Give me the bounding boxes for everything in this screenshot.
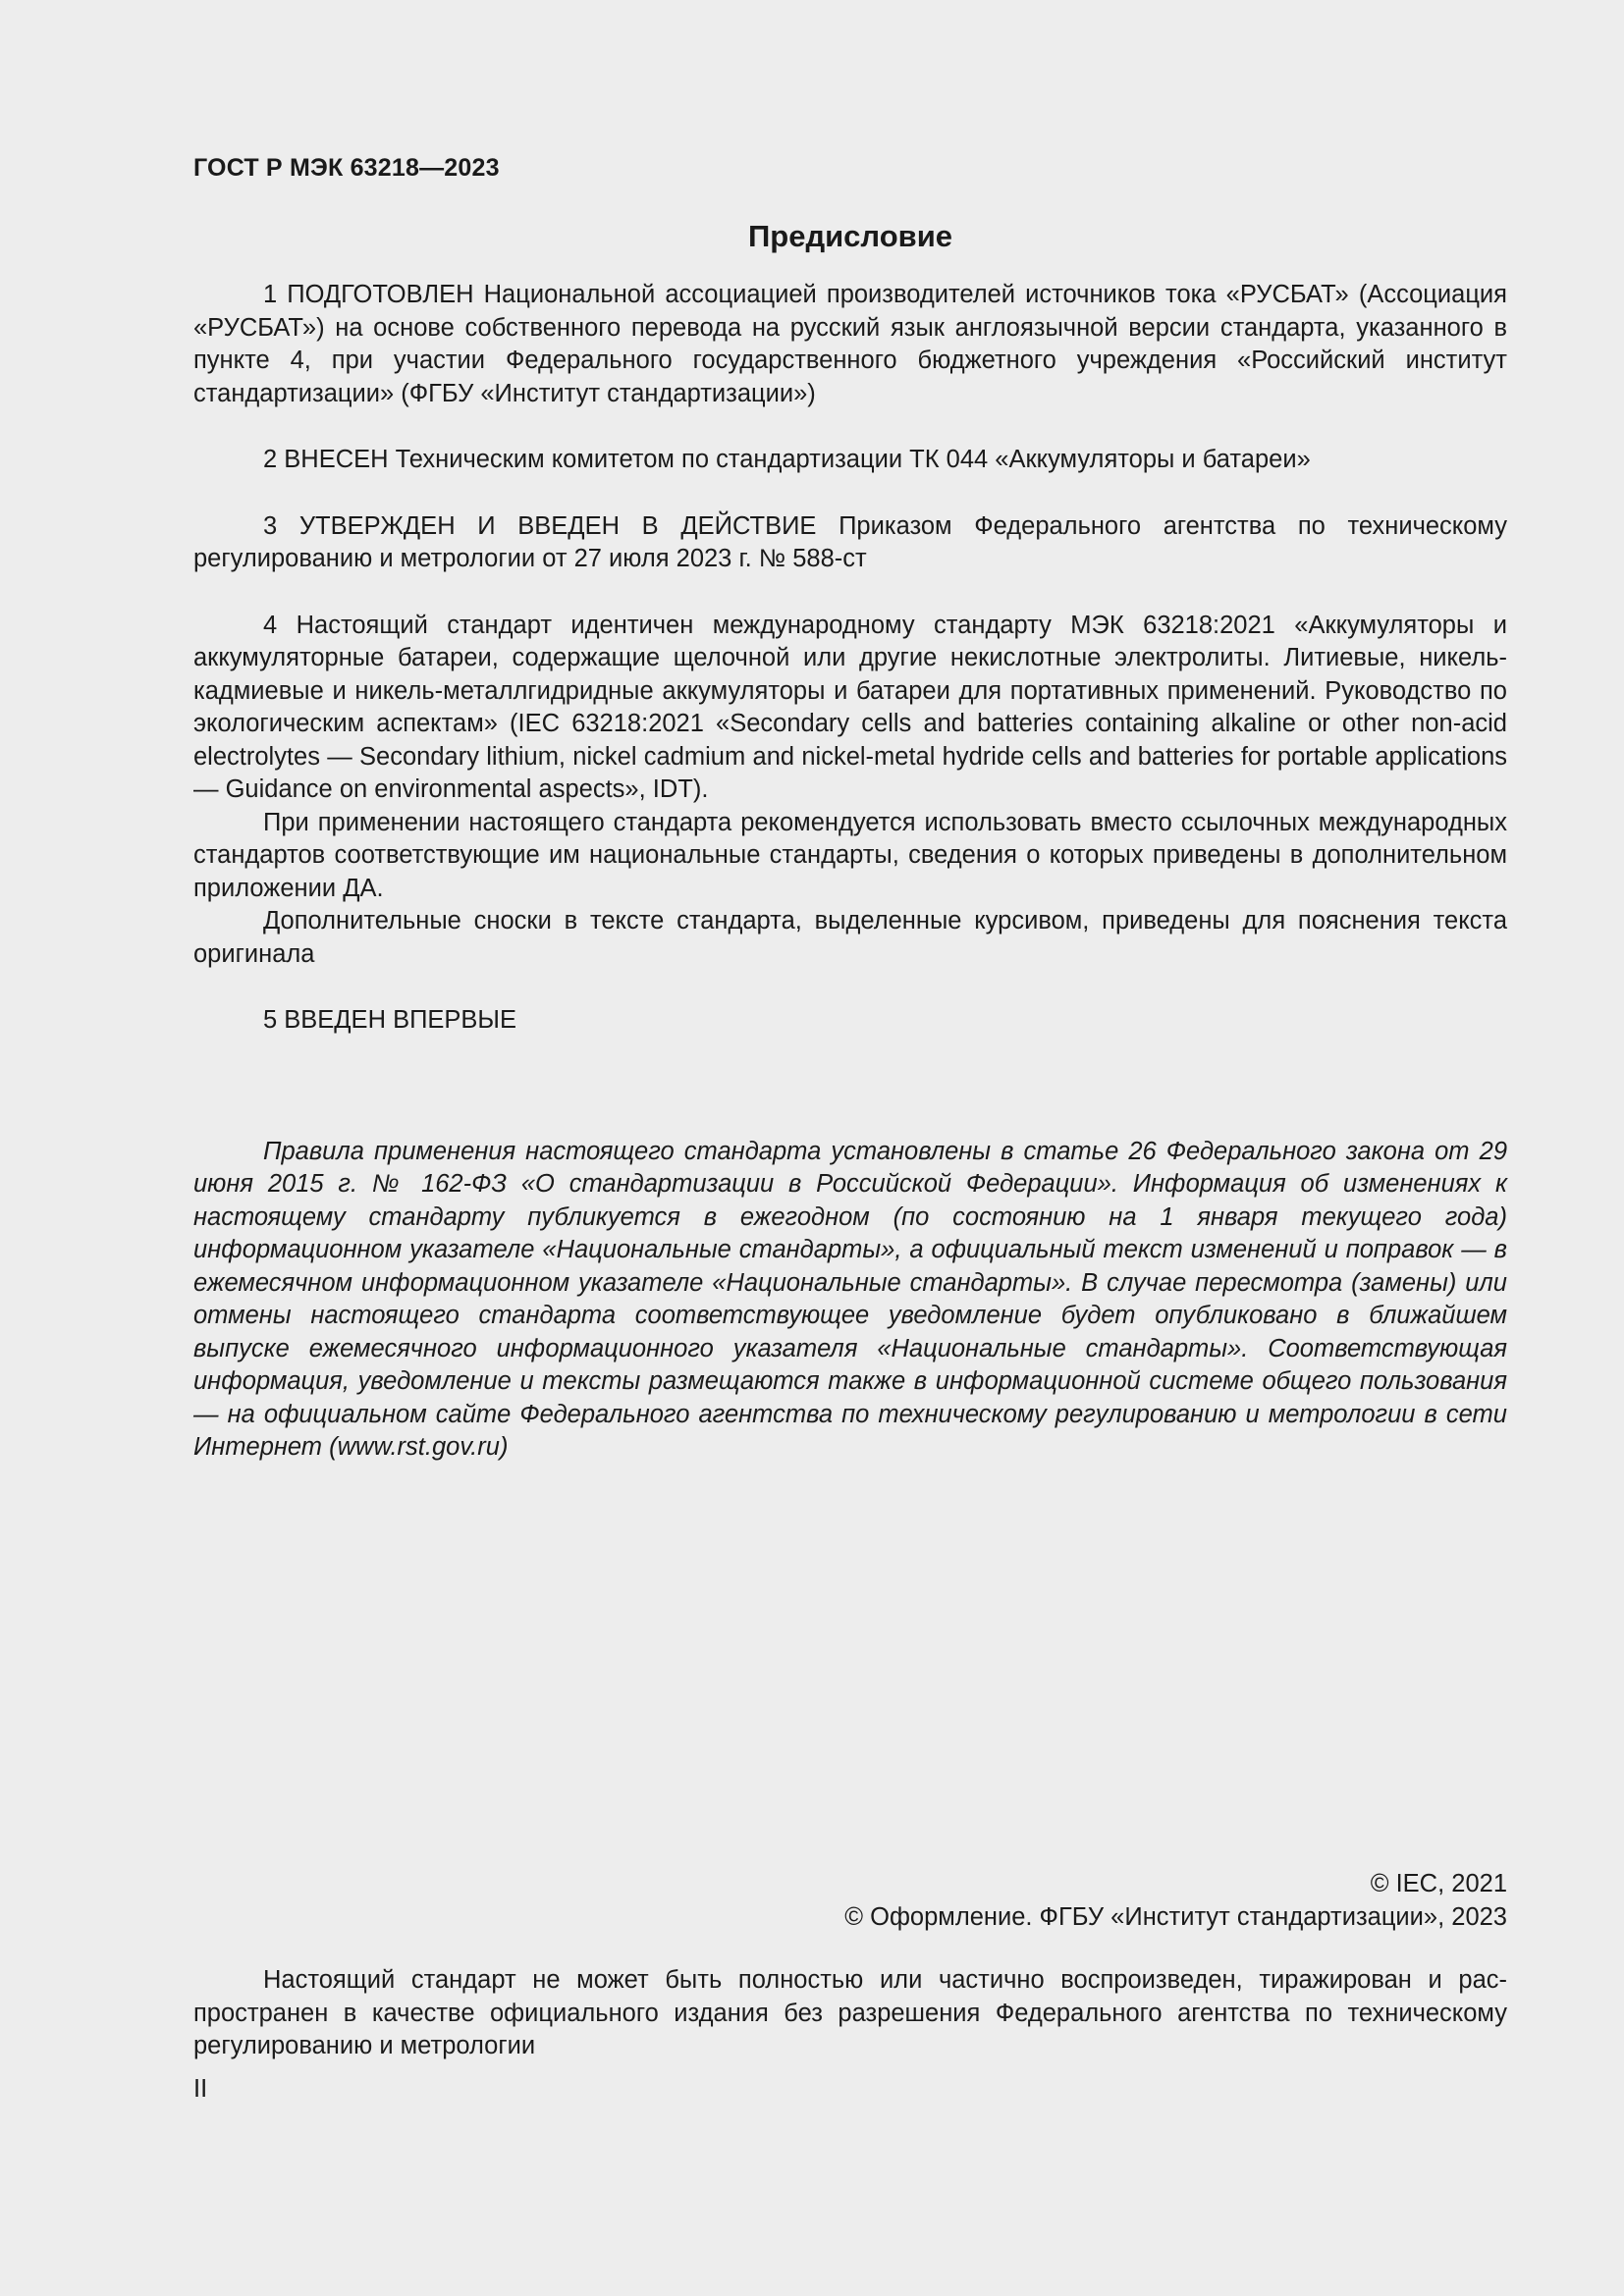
rules-block [193,1136,1507,1465]
item-4-references: При применении настоящего стандарта рекомендуется использовать вместо ссылочных международных стандартов соответствующие им национальные стандарты, сведения о которых приведены в дополнительном приложении ДА. [193,808,1507,902]
item-4-identical: 4 Настоящий стандарт идентичен международному стандарту МЭК 63218:2021 «Аккумуляторы и аккумуляторные батареи, содержащие щелочной или другие некислотные электролиты. Литиевые, никель-кадмиевые и никель-металлгидридные аккумуляторы и батареи для портативных применений. Руководство по экологическим аспектам» (IEC 63218:2021 «Secondary cells and batteries containing alkaline or other non-acid electrolytes — Secondary lithium, nickel cadmium and nickel-metal hydride cells and batteries for portable applications — Guidance on environmental aspects», IDT). [193,611,1507,803]
item-2-introduced: 2 ВНЕСЕН Техническим комитетом по стандартизации ТК 044 «Аккумуляторы и батареи» [263,446,1311,473]
item-1-prepared: 1 ПОДГОТОВЛЕН Национальной ассоциацией производителей источников тока «РУСБАТ» (Ассоциация «РУСБАТ») на основе собственного перевода на русский язык англоязычной версии стандарта, указанного в пункте 4, при участии Федерального государственного бюджетного учреждения «Российский институт стандартизации» (ФГБУ «Институт стандартизации») [193,281,1507,407]
item-4-footnotes: Дополнительные сноски в тексте стандарта, выделенные курсивом, приведены для пояснения текста оригинала [193,907,1507,968]
reproduction-notice [193,1964,1507,2063]
item-5-first-introduced: 5 ВВЕДЕН ВПЕРВЫЕ [263,1006,517,1034]
copyright-block [193,1868,1507,1934]
item-3-approved: 3 УТВЕРЖДЕН И ВВЕДЕН В ДЕЙСТВИЕ Приказом Федерального агентства по техническому регулированию и метрологии от 27 июля 2023 г. № 588-ст [193,511,1507,572]
rules-text: Правила применения настоящего стандарта установлены в статье 26 Федерального закона от 29 июня 2015 г. № 162-ФЗ «О стандартизации в Российской Федерации». Информация об изменениях к настоящему стандарту публикуется в ежегодном (по состоянию на 1 января текущего года) информационном указателе «Национальные стандарты», а официальный текст изменений и поправок — в ежемесячном информационном указателе «Национальные стандарты». В случае пересмотра (замены) или отмены настоящего стандарта соответствующее уведомление будет опубликовано в ближайшем выпуске ежемесячного информационного указателя «Национальные стандарты». Соответствующая информация, уведомление и тексты размещаются также в информационной системе общего пользования — на официальном сайте Федерального агентства по техническому регулированию и метрологии в сети Интернет (www.rst.gov.ru) [193,1137,1507,1461]
section-title: Предисловие [747,219,952,253]
document-code: ГОСТ Р МЭК 63218—2023 [193,154,500,182]
page-number: II [193,2075,208,2103]
copyright-iec: © IEC, 2021 [1370,1870,1507,1897]
notice-text: Настоящий стандарт не может быть полностью или частично воспроизведен, тиражирован и распространен в качестве официального издания без разрешения Федерального агентства по техническому регулированию и метрологии [193,1966,1507,2059]
document-page [193,147,1507,1465]
copyright-design: © Оформление. ФГБУ «Институт стандартизации», 2023 [844,1902,1507,1931]
